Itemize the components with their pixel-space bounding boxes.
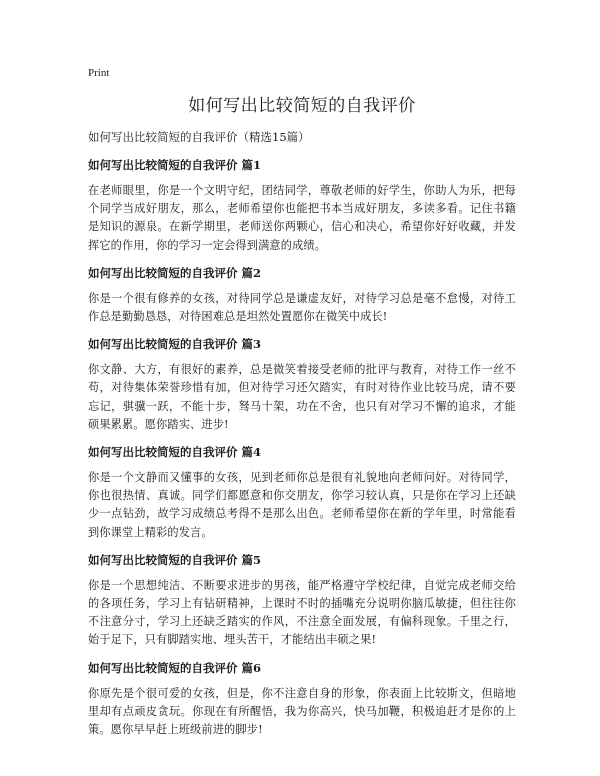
section-heading: 如何写出比较简短的自我评价 篇1 [88, 158, 262, 172]
section-heading: 如何写出比较简短的自我评价 篇2 [88, 265, 262, 280]
section-6 [88, 659, 516, 740]
section-heading: 如何写出比较简短的自我评价 篇3 [88, 337, 262, 352]
section-heading: 如何写出比较简短的自我评价 篇5 [88, 552, 262, 567]
page-subtitle: 如何写出比较简短的自我评价（精选15篇） [88, 130, 310, 144]
page-title: 如何写出比较简短的自我评价 [188, 96, 416, 116]
section-body: 在老师眼里，你是一个文明守纪，团结同学，尊敬老师的好学生，你助人为乐，把每个同学当成好朋友，那么，老师希望你也能把书本当成好朋友，多读多看。记住书籍是知识的源泉。在新学期里，老师送你两颗心，信心和决心，希望你好好收藏，并发挥它的作用，你的学习一定会得到满意的成绩。 [88, 184, 516, 252]
section-body: 你文静、大方，有很好的素养，总是微笑着接受老师的批评与教育，对待工作一丝不苟，对待集体荣誉珍惜有加，但对待学习还欠踏实，有时对待作业比较马虎，请不要忘记，骐骥一跃，不能十步，驽马十架，功在不舍，也只有对学习不懈的追求，才能硕果累累。愿你踏实、进步! [88, 363, 516, 431]
section-heading: 如何写出比较简短的自我评价 篇6 [88, 660, 262, 675]
section-body: 你是一个很有修养的女孩，对待同学总是谦虚友好，对待学习总是毫不怠慢，对待工作总是勤勤恳恳，对待困难总是坦然处置愿你在微笑中成长! [88, 291, 516, 324]
section-body: 你原先是个很可爱的女孩，但是，你不注意自身的形象，你表面上比较斯文，但暗地里却有点顽皮贪玩。你现在有所醒悟，我为你高兴，快马加鞭，积极追赶才是你的上策。愿你早早赶上班级前进的脚步! [88, 686, 516, 737]
section-body: 你是一个文静而又懂事的女孩，见到老师你总是很有礼貌地向老师问好。对待同学，你也很热情、真诚。同学们都愿意和你交朋友，你学习较认真，只是你在学习上还缺少一点钻劲，故学习成绩总考得不是那么出色。老师希望你在新的学年里，时常能看到你课堂上精彩的发言。 [88, 471, 516, 539]
document-page [88, 66, 516, 748]
section-4 [88, 443, 516, 542]
section-heading: 如何写出比较简短的自我评价 篇4 [88, 445, 262, 460]
print-link[interactable]: Print [88, 67, 110, 79]
section-body: 你是一个思想纯洁、不断要求进步的男孩，能严格遵守学校纪律，自觉完成老师交给的各项任务，学习上有钻研精神，上课时不时的插嘴充分说明你脑瓜敏捷，但往往你不注意分寸，学习上还缺乏踏实的作风，不注意全面发展，有偏科现象。千里之行，始于足下，只有脚踏实地、埋头苦干，才能结出丰硕之果! [88, 578, 516, 647]
section-5 [88, 551, 516, 650]
section-1 [88, 156, 516, 255]
section-3 [88, 335, 516, 434]
section-2 [88, 264, 516, 326]
